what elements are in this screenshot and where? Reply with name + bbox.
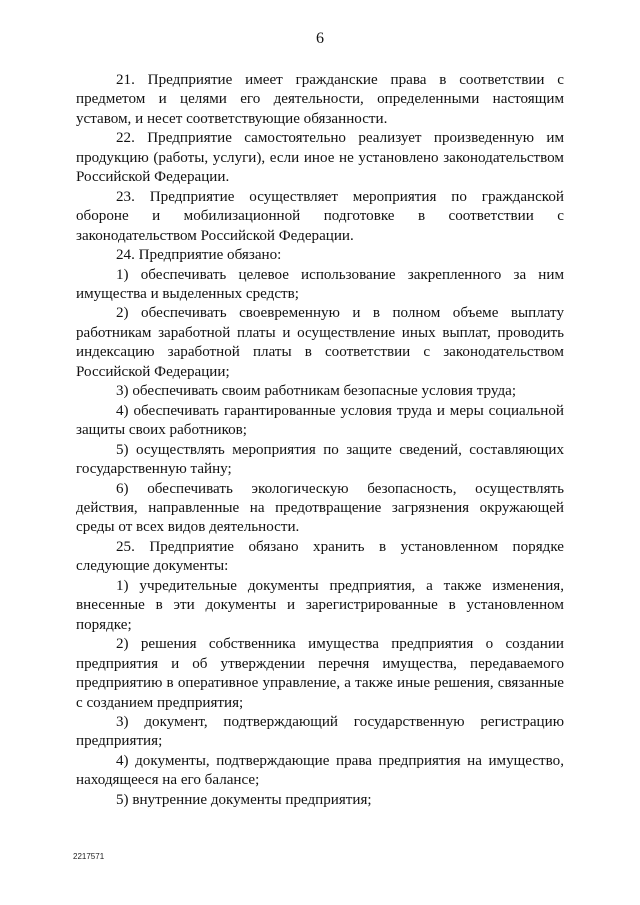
document-body (76, 71, 564, 810)
list-item-25-2: 2) решения собственника имущества предприятия о создании предприятия и об утверждении перечня имущества, передаваемого предприятию в оперативное управление, а также иные решения, связанные с созданием предприятия; (76, 636, 564, 711)
list-item-25-5: 5) внутренние документы предприятия; (116, 791, 372, 808)
list-item-25-4: 4) документы, подтверждающие права предприятия на имущество, находящееся на его балансе; (76, 752, 564, 789)
list-item-24-6: 6) обеспечивать экологическую безопасность, осуществлять действия, направленные на предотвращение загрязнения окружающей среды от всех видов деятельности. (76, 480, 564, 536)
page-number: 6 (316, 30, 324, 47)
list-item-24-5: 5) осуществлять мероприятия по защите сведений, составляющих государственную тайну; (76, 441, 564, 478)
paragraph-24-heading: 24. Предприятие обязано: (116, 247, 282, 264)
list-item-24-3: 3) обеспечивать своим работникам безопасные условия труда; (116, 383, 517, 400)
paragraph-25-heading: 25. Предприятие обязано хранить в установленном порядке следующие документы: (76, 538, 564, 575)
document-code: 2217571 (73, 852, 105, 861)
list-item-25-1: 1) учредительные документы предприятия, а также изменения, внесенные в эти документы и зарегистрированные в установленном порядке; (76, 577, 564, 633)
list-item-24-2: 2) обеспечивать своевременную и в полном объеме выплату работникам заработной платы и осуществление иных выплат, проводить индексацию заработной платы в соответствии с законодательством Российской Федерации; (76, 305, 564, 380)
paragraph-22: 22. Предприятие самостоятельно реализует произведенную им продукцию (работы, услуги), если иное не установлено законодательством Российской Федерации. (76, 130, 564, 186)
list-item-25-3: 3) документ, подтверждающий государственную регистрацию предприятия; (76, 713, 564, 750)
paragraph-21: 21. Предприятие имеет гражданские права в соответствии с предметом и целями его деятельности, определенными настоящим уставом, и несет соответствующие обязанности. (76, 72, 564, 127)
list-item-24-1: 1) обеспечивать целевое использование закрепленного за ним имущества и выделенных средств; (76, 266, 564, 302)
paragraph-23: 23. Предприятие осуществляет мероприятия по гражданской обороне и мобилизационной подготовке в соответствии с законодательством Российской Федерации. (76, 188, 564, 244)
list-item-24-4: 4) обеспечивать гарантированные условия труда и меры социальной защиты своих работников; (76, 402, 564, 439)
